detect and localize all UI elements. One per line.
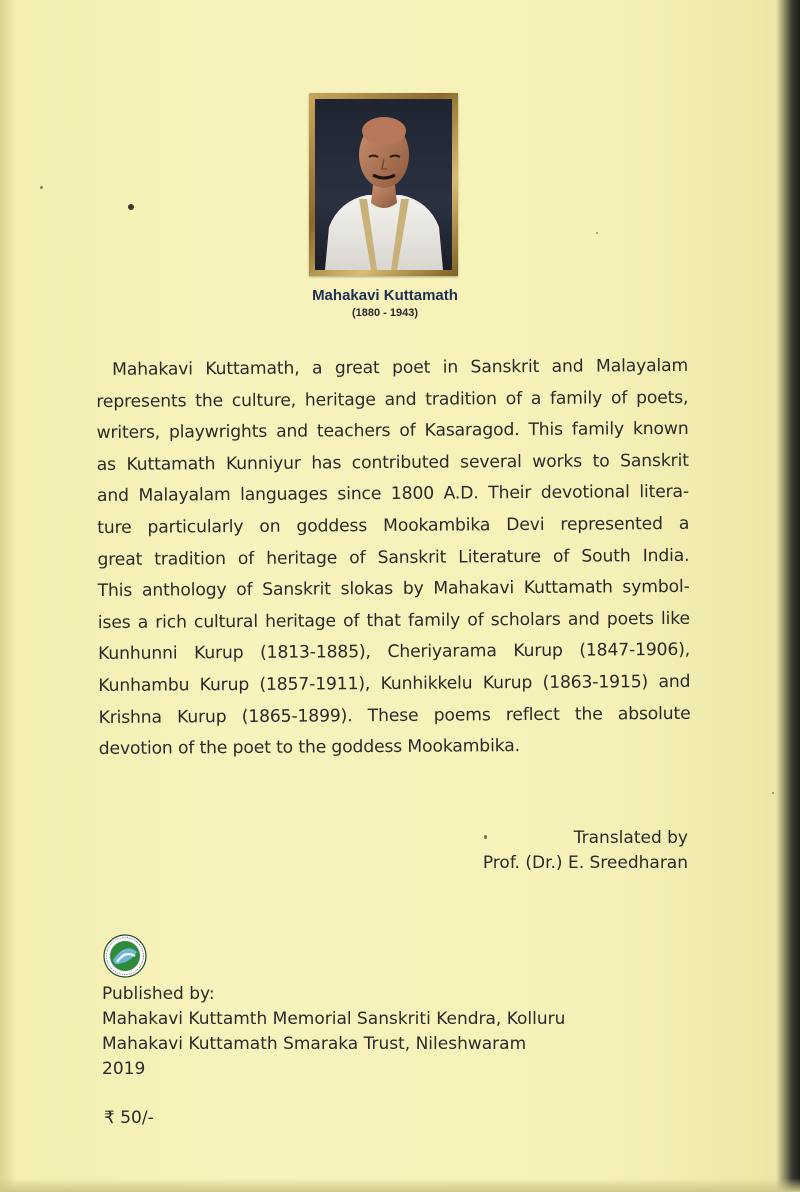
- description-paragraph: [96, 351, 691, 766]
- publisher-line: Mahakavi Kuttamth Memorial Sanskriti Kendra, Kolluru: [102, 1009, 566, 1029]
- description-line: This anthology of Sanskrit slokas by Mahakavi Kuttamath symbol-: [97, 577, 690, 602]
- print-speck: [772, 792, 774, 794]
- print-speck: [128, 204, 134, 210]
- publication-year: 2019: [102, 1059, 146, 1079]
- description-line: represents the culture, heritage and tradition of a family of poets,: [96, 387, 689, 412]
- print-speck: [596, 232, 598, 234]
- description-line: as Kuttamath Kunniyur has contributed several works to Sanskrit: [96, 450, 689, 475]
- published-by-label: Published by:: [102, 984, 215, 1004]
- translation-credit: [483, 826, 688, 876]
- print-speck: [484, 835, 487, 839]
- translated-by-label: Translated by: [573, 828, 688, 848]
- description-line: ises a rich cultural heritage of that family of scholars and poets like: [97, 608, 690, 633]
- price-label: ₹ 50/-: [104, 1108, 154, 1128]
- description-line: Kunhunni Kurup (1813-1885), Cheriyarama Kurup (1847-1906),: [98, 640, 691, 665]
- publisher-line: Mahakavi Kuttamath Smaraka Trust, Nileshwaram: [102, 1034, 527, 1054]
- print-speck: [40, 186, 43, 189]
- description-line: Krishna Kurup (1865-1899). These poems reflect the absolute: [98, 703, 691, 728]
- portrait-illustration: [315, 99, 452, 270]
- portrait-caption-name: Mahakavi Kuttamath: [312, 287, 458, 304]
- description-line: devotion of the poet to the goddess Mookambika.: [98, 736, 520, 760]
- description-line: ture particularly on goddess Mookambika Devi represented a: [97, 513, 690, 538]
- description-line: great tradition of heritage of Sanskrit Literature of South India.: [97, 545, 690, 570]
- publisher-block: [102, 982, 565, 1082]
- portrait-caption-years: (1880 - 1943): [351, 307, 419, 319]
- description-line: writers, playwrights and teachers of Kasaragod. This family known: [96, 419, 689, 444]
- description-line: Mahakavi Kuttamath, a great poet in Sanskrit and Malayalam: [112, 355, 689, 380]
- publisher-logo-icon: [103, 934, 147, 978]
- description-line: and Malayalam languages since 1800 A.D. Their devotional litera-: [96, 482, 690, 507]
- description-line: Kunhambu Kurup (1857-1911), Kunhikkelu Kurup (1863-1915) and: [98, 671, 691, 696]
- portrait-frame: [309, 93, 458, 276]
- translator-name: Prof. (Dr.) E. Sreedharan: [482, 853, 688, 873]
- poet-portrait: [315, 99, 452, 270]
